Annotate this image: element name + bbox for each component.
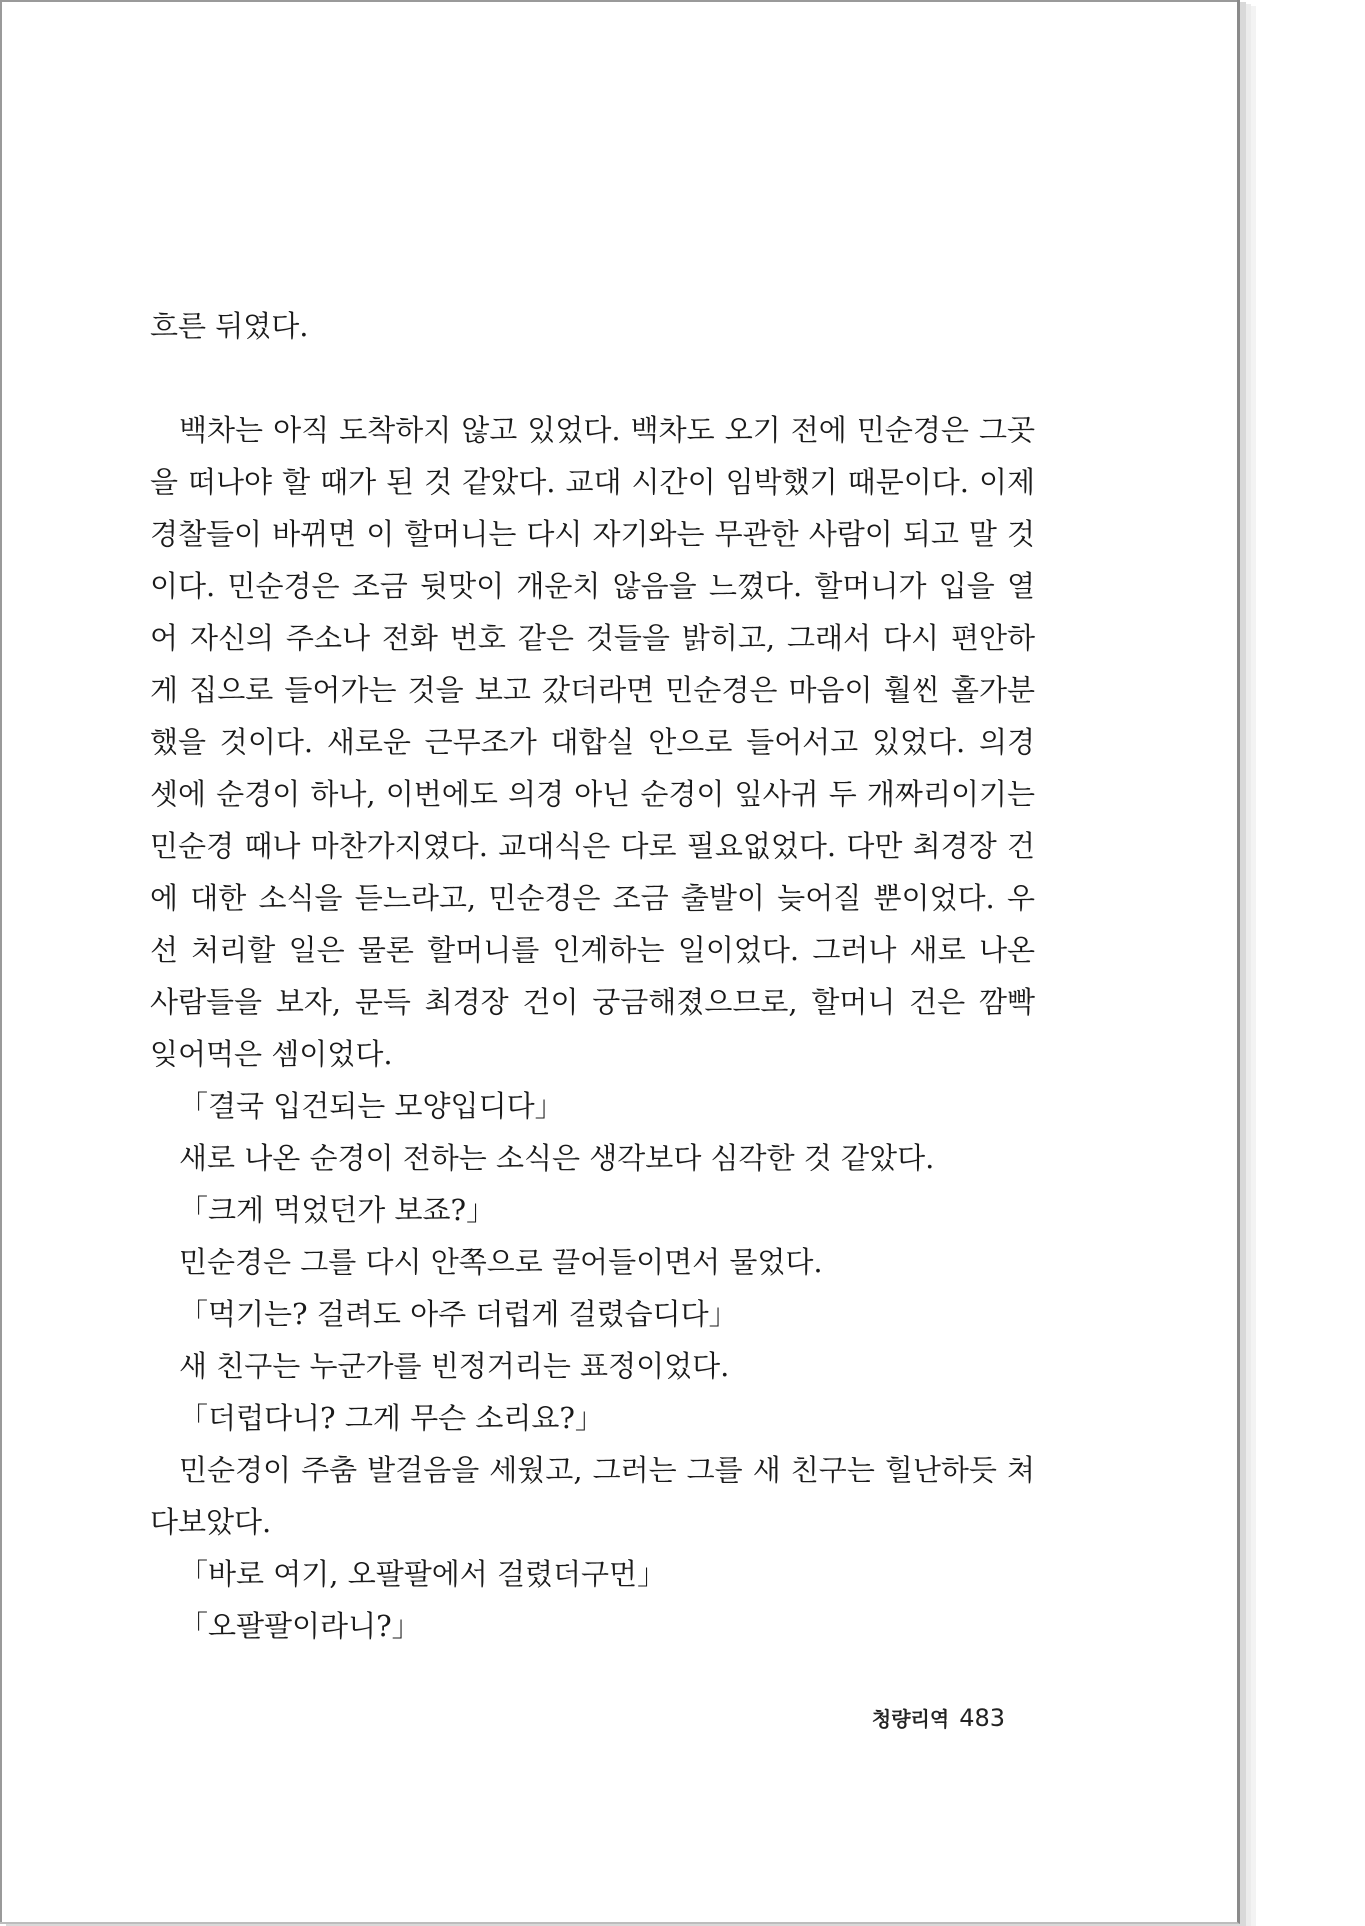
dialogue-line-5: 「먹기는? 걸려도 아주 더럽게 걸렸습디다」: [179, 1297, 738, 1331]
running-footer: [860, 1700, 1005, 1736]
body-text: [150, 300, 1035, 1652]
paragraph-2: 민순경이 주춤 발걸음을 세웠고, 그러는 그를 새 친구는 힐난하듯 쳐다보았다.: [150, 1453, 1035, 1539]
page-number: 483: [959, 1704, 1005, 1732]
dialogue-line-7: 「더럽다니? 그게 무슨 소리요?」: [179, 1401, 604, 1435]
narration-line-4: 민순경은 그를 다시 안쪽으로 끌어들이면서 물었다.: [179, 1245, 823, 1279]
narration-line-2: 새로 나온 순경이 전하는 소식은 생각보다 심각한 것 같았다.: [179, 1141, 935, 1175]
dialogue-line-1: 「결국 입건되는 모양입디다」: [179, 1089, 564, 1123]
dialogue-line-3: 「크게 먹었던가 보죠?」: [179, 1193, 496, 1227]
opening-line: 흐른 뒤였다.: [150, 309, 309, 343]
dialogue-line-9: 「오팔팔이라니?」: [179, 1609, 421, 1643]
running-title: 청량리역: [871, 1707, 950, 1731]
dialogue-line-8: 「바로 여기, 오팔팔에서 걸렸더구먼」: [179, 1557, 667, 1591]
paragraph-1: 백차는 아직 도착하지 않고 있었다. 백차도 오기 전에 민순경은 그곳을 떠나야 할 때가 된 것 같았다. 교대 시간이 임박했기 때문이다. 이제 경찰들이 바뀌면 이 할머니는 다시 자기와는 무관한 사람이 되고 말 것이다. 민순경은 조금 뒷맛이 개운치 않음을 느꼈다. 할머니가 입을 열어 자신의 주소나 전화 번호 같은 것들을 밝히고, 그래서 다시 편안하게 집으로 들어가는 것을 보고 갔더라면 민순경은 마음이 훨씬 홀가분했을 것이다. 새로운 근무조가 대합실 안으로 들어서고 있었다. 의경 셋에 순경이 하나, 이번에도 의경 아닌 순경이 잎사귀 두 개짜리이기는 민순경 때나 마찬가지였다. 교대식은 다로 필요없었다. 다만 최경장 건에 대한 소식을 듣느라고, 민순경은 조금 출발이 늦어질 뿐이었다. 우선 처리할 일은 물론 할머니를 인계하는 일이었다. 그러나 새로 나온 사람들을 보자, 문득 최경장 건이 궁금해졌으므로, 할머니 건은 깜빡 잊어먹은 셈이었다.: [150, 413, 1035, 1071]
narration-line-6: 새 친구는 누군가를 빈정거리는 표정이었다.: [179, 1349, 730, 1383]
